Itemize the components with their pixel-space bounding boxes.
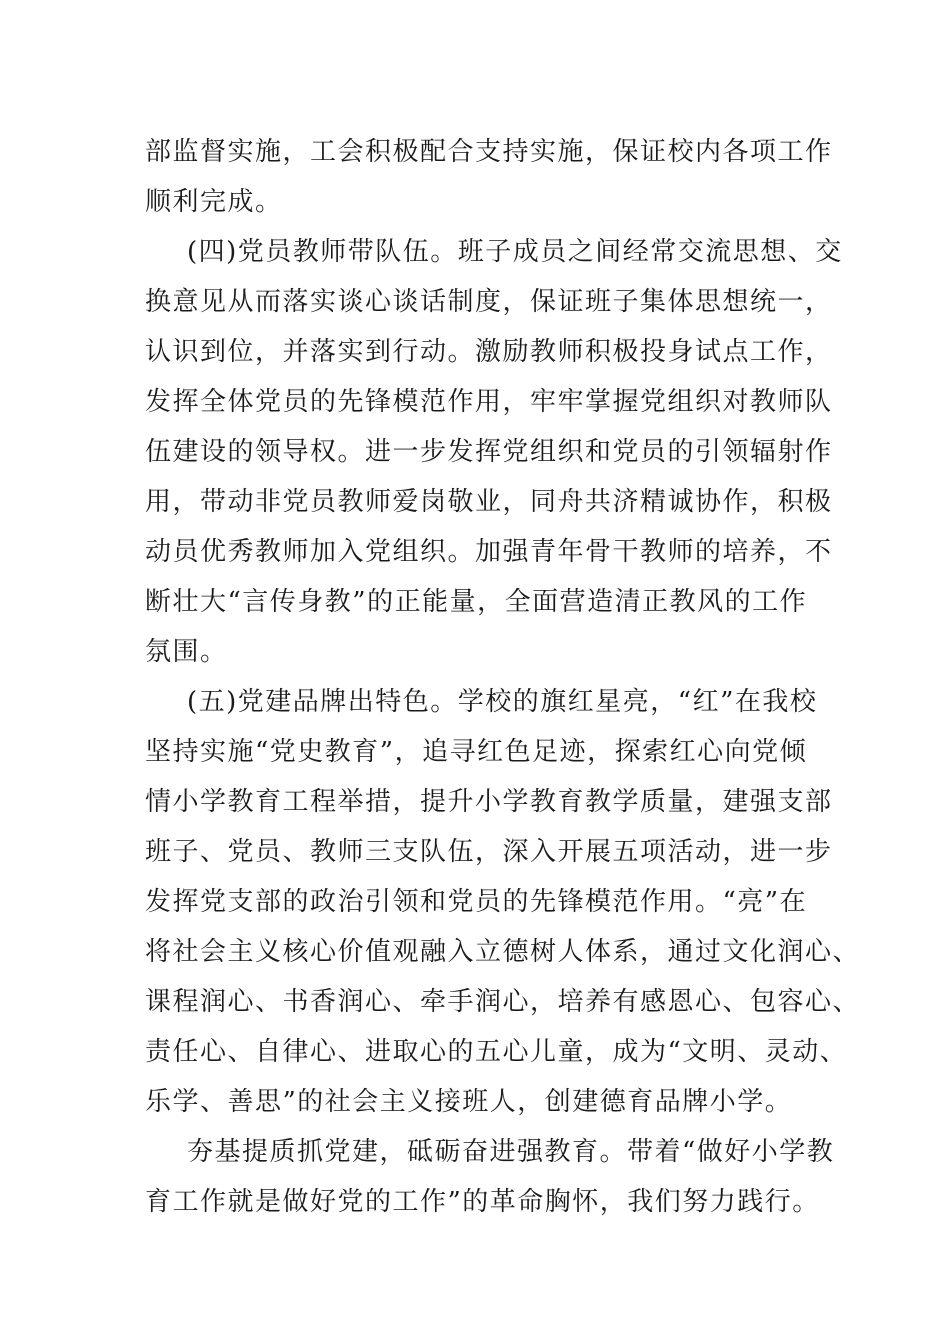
text-line: 伍建设的领导权。进一步发挥党组织和党员的引领辐射作 <box>145 437 833 467</box>
text-line: 发挥全体党员的先锋模范作用，牢牢掌握党组织对教师队 <box>145 387 833 417</box>
text-line: 课程润心、书香润心、牵手润心，培养有感恩心、包容心、 <box>145 987 861 1017</box>
text-line: 夯基提质抓党建，砥砺奋进强教育。带着“做好小学教 <box>187 1137 835 1167</box>
text-line: 发挥党支部的政治引领和党员的先锋模范作用。“亮”在 <box>145 887 808 917</box>
text-line: 坚持实施“党史教育”，追寻红色足迹，探索红心向党倾 <box>145 737 808 767</box>
text-line: 认识到位，并落实到行动。激励教师积极投身试点工作， <box>145 337 833 367</box>
text-line: 班子、党员、教师三支队伍，深入开展五项活动，进一步 <box>145 837 833 867</box>
text-line: 乐学、善思”的社会主义接班人，创建德育品牌小学。 <box>145 1087 793 1117</box>
text-line: 用，带动非党员教师爱岗敬业，同舟共济精诚协作，积极 <box>145 487 833 517</box>
text-line: 部监督实施，工会积极配合支持实施，保证校内各项工作 <box>145 137 833 167</box>
text-line: (四)党员教师带队伍。班子成员之间经常交流思想、交 <box>187 237 843 267</box>
text-line: 将社会主义核心价值观融入立德树人体系，通过文化润心、 <box>145 937 861 967</box>
text-line: 氛围。 <box>145 637 228 667</box>
text-line: 动员优秀教师加入党组织。加强青年骨干教师的培养，不 <box>145 537 833 567</box>
text-line: 育工作就是做好党的工作”的革命胸怀，我们努力践行。 <box>145 1187 820 1217</box>
text-line: 顺利完成。 <box>145 187 283 217</box>
text-line: (五)党建品牌出特色。学校的旗红星亮，“红”在我校 <box>187 687 818 717</box>
text-line: 断壮大“言传身教”的正能量，全面营造清正教风的工作 <box>145 587 808 617</box>
text-line: 责任心、自律心、进取心的五心儿童，成为“文明、灵动、 <box>145 1037 848 1067</box>
text-line: 情小学教育工程举措，提升小学教育教学质量，建强支部 <box>145 787 833 817</box>
text-line: 换意见从而落实谈心谈话制度，保证班子集体思想统一， <box>145 287 833 317</box>
